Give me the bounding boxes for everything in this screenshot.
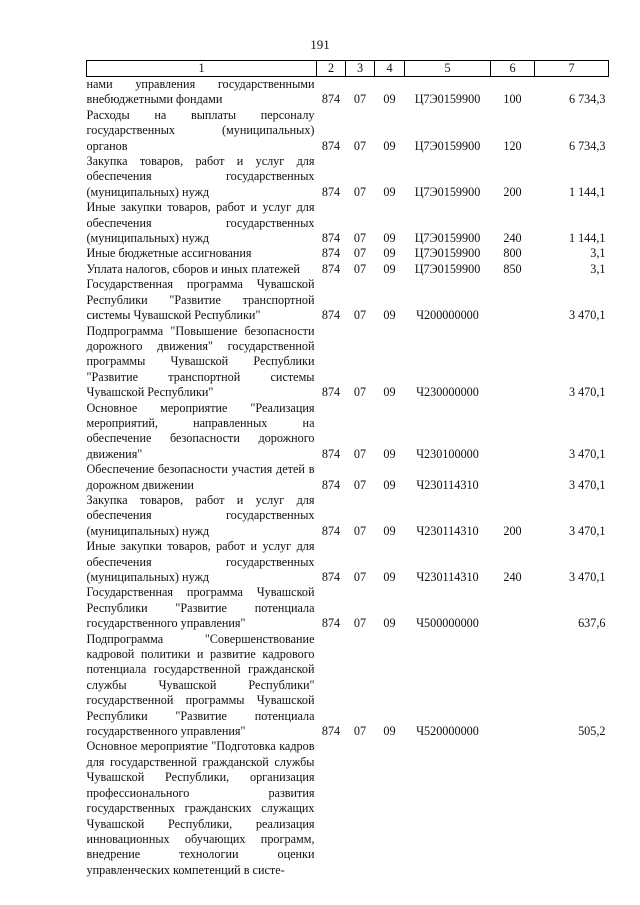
target-article-code: Ц7Э0159900	[414, 246, 481, 261]
table-row	[87, 324, 609, 401]
row-name: Подпрограмма "Повышение безопасности дорожного движения" государственной программы Чувашской Республики "Развитие транспортной системы Чувашской Республики"	[86, 323, 315, 400]
expense-type-code: 100	[503, 92, 522, 107]
target-article-code: Ч520000000	[416, 724, 479, 739]
amount: 3 470,1	[568, 308, 606, 323]
amount: 637,6	[578, 616, 606, 631]
admin-code: 874	[321, 231, 341, 246]
admin-code: 874	[321, 138, 341, 153]
amount: 3 470,1	[568, 446, 606, 461]
target-article-code: Ц7Э0159900	[414, 261, 481, 276]
expense-type-code: 200	[503, 523, 522, 538]
header-cell: 3	[346, 61, 375, 77]
section-code: 07	[353, 231, 367, 246]
row-name: Иные бюджетные ассигнования	[86, 246, 252, 261]
table-body	[87, 77, 609, 879]
target-article-code: Ц7Э0159900	[414, 138, 481, 153]
header-cell: 7	[535, 61, 609, 77]
expense-type-code	[491, 324, 535, 401]
subsection-code: 09	[383, 138, 396, 153]
target-article-code: Ч230100000	[416, 446, 479, 461]
table-row	[87, 539, 609, 585]
expense-type-code: 240	[503, 231, 522, 246]
expense-type-code	[491, 739, 535, 878]
section-code: 07	[353, 246, 367, 261]
expense-type-code: 800	[503, 246, 522, 261]
subsection-code: 09	[383, 246, 396, 261]
expense-type-code: 200	[503, 184, 522, 199]
table-row	[87, 632, 609, 740]
section-code: 07	[353, 92, 367, 107]
admin-code: 874	[321, 308, 341, 323]
target-article-code	[405, 739, 491, 878]
row-name: Расходы на выплаты персоналу государственных (муниципальных) органов	[86, 107, 315, 153]
amount: 1 144,1	[568, 184, 606, 199]
section-code: 07	[353, 184, 367, 199]
admin-code: 874	[321, 446, 341, 461]
amount: 505,2	[578, 724, 606, 739]
target-article-code: Ц7Э0159900	[414, 92, 481, 107]
row-name: Уплата налогов, сборов и иных платежей	[86, 261, 300, 276]
expense-type-code: 120	[503, 138, 522, 153]
section-code: 07	[353, 261, 367, 276]
table-row	[87, 200, 609, 246]
subsection-code: 09	[383, 385, 396, 400]
table-row	[87, 246, 609, 261]
admin-code: 874	[321, 261, 341, 276]
subsection-code: 09	[383, 261, 396, 276]
target-article-code: Ч230114310	[416, 570, 479, 584]
section-code: 07	[353, 446, 367, 461]
target-article-code: Ц7Э0159900	[414, 184, 481, 199]
section-code: 07	[353, 616, 367, 631]
section-code: 07	[353, 523, 367, 538]
section-code: 07	[353, 308, 367, 323]
admin-code: 874	[321, 724, 341, 739]
subsection-code: 09	[383, 724, 396, 739]
header-row	[87, 61, 609, 77]
amount: 3 470,1	[568, 385, 606, 400]
section-code: 07	[353, 724, 367, 739]
expense-type-code	[491, 585, 535, 631]
admin-code: 874	[321, 184, 341, 199]
row-name: Обеспечение безопасности участия детей в дорожном движении	[86, 462, 315, 492]
header-cell: 4	[375, 61, 405, 77]
header-cell: 5	[405, 61, 491, 77]
expense-type-code: 240	[503, 570, 522, 584]
expense-type-code	[491, 401, 535, 463]
table-header	[87, 61, 609, 77]
header-cell: 1	[87, 61, 317, 77]
subsection-code: 09	[383, 446, 396, 461]
admin-code: 874	[321, 385, 341, 400]
expense-type-code	[491, 277, 535, 323]
subsection-code: 09	[383, 477, 396, 492]
expense-type-code	[491, 632, 535, 740]
amount: 3 470,1	[568, 523, 606, 538]
admin-code: 874	[321, 570, 341, 584]
table-row	[87, 401, 609, 463]
amount	[535, 739, 609, 878]
section-code: 07	[353, 138, 367, 153]
admin-code: 874	[321, 523, 341, 538]
admin-code: 874	[321, 246, 341, 261]
target-article-code: Ч200000000	[416, 308, 479, 323]
section-code: 07	[353, 570, 367, 584]
budget-table	[86, 60, 609, 878]
row-name: Государственная программа Чувашской Республики "Развитие транспортной системы Чувашской Республики"	[86, 277, 315, 323]
row-name: Основное мероприятие "Подготовка кадров для государственной гражданской службы Чувашской Республики, организация профессионального развития государственных гражданских служащих Чувашской Республики, реализация инновационных обучающих программ, внедрение технологии оценки управленческих компетенций в систе-	[86, 739, 315, 877]
row-name: Подпрограмма "Совершенствование кадровой политики и развитие кадрового потенциала государственной гражданской службы Чувашской Республики" государственной программы Чувашской Республики "Развитие потенциала государственного управления"	[86, 631, 315, 739]
subsection-code: 09	[383, 570, 396, 584]
table-row	[87, 262, 609, 277]
target-article-code: Ч230114310	[416, 523, 479, 538]
admin-code: 874	[321, 616, 341, 631]
table-row	[87, 462, 609, 493]
row-name: Закупка товаров, работ и услуг для обеспечения государственных (муниципальных) нужд	[86, 492, 315, 538]
target-article-code: Ч500000000	[416, 616, 479, 631]
table-row	[87, 493, 609, 539]
subsection-code: 09	[383, 523, 396, 538]
row-name: Основное мероприятие "Реализация мероприятий, направленных на обеспечение безопасности дорожного движения"	[86, 400, 315, 461]
row-name: Закупка товаров, работ и услуг для обеспечения государственных (муниципальных) нужд	[86, 154, 315, 199]
table-row	[87, 154, 609, 200]
target-article-code: Ц7Э0159900	[414, 231, 481, 246]
table-row	[87, 108, 609, 154]
subsection-code: 09	[383, 231, 396, 246]
page-number: 191	[310, 37, 330, 52]
subsection-code: 09	[383, 92, 396, 107]
section-code: 07	[353, 385, 367, 400]
table-row	[87, 277, 609, 323]
admin-code: 874	[321, 92, 341, 107]
amount: 1 144,1	[568, 231, 606, 246]
row-name: нами управления государственными внебюджетными фондами	[86, 77, 315, 107]
amount: 3,1	[590, 246, 606, 261]
row-name: Государственная программа Чувашской Республики "Развитие потенциала государственного управления"	[86, 585, 315, 631]
table-row	[87, 739, 609, 878]
amount: 6 734,3	[568, 92, 606, 107]
amount: 6 734,3	[568, 138, 606, 153]
row-name: Иные закупки товаров, работ и услуг для обеспечения государственных (муниципальных) нужд	[86, 200, 315, 246]
expense-type-code	[491, 462, 535, 493]
subsection-code: 09	[383, 308, 396, 323]
header-cell: 6	[491, 61, 535, 77]
subsection-code	[375, 739, 405, 878]
table-row	[87, 77, 609, 108]
amount: 3,1	[590, 261, 606, 276]
row-name: Иные закупки товаров, работ и услуг для обеспечения государственных (муниципальных) нужд	[86, 539, 315, 584]
amount: 3 470,1	[568, 570, 606, 584]
amount: 3 470,1	[568, 477, 606, 492]
expense-type-code: 850	[503, 261, 522, 276]
admin-code	[317, 739, 346, 878]
target-article-code: Ч230000000	[416, 385, 479, 400]
subsection-code: 09	[383, 616, 396, 631]
subsection-code: 09	[383, 184, 396, 199]
table-row	[87, 585, 609, 631]
target-article-code: Ч230114310	[416, 477, 479, 492]
admin-code: 874	[321, 477, 341, 492]
header-cell: 2	[317, 61, 346, 77]
section-code	[346, 739, 375, 878]
section-code: 07	[353, 477, 367, 492]
